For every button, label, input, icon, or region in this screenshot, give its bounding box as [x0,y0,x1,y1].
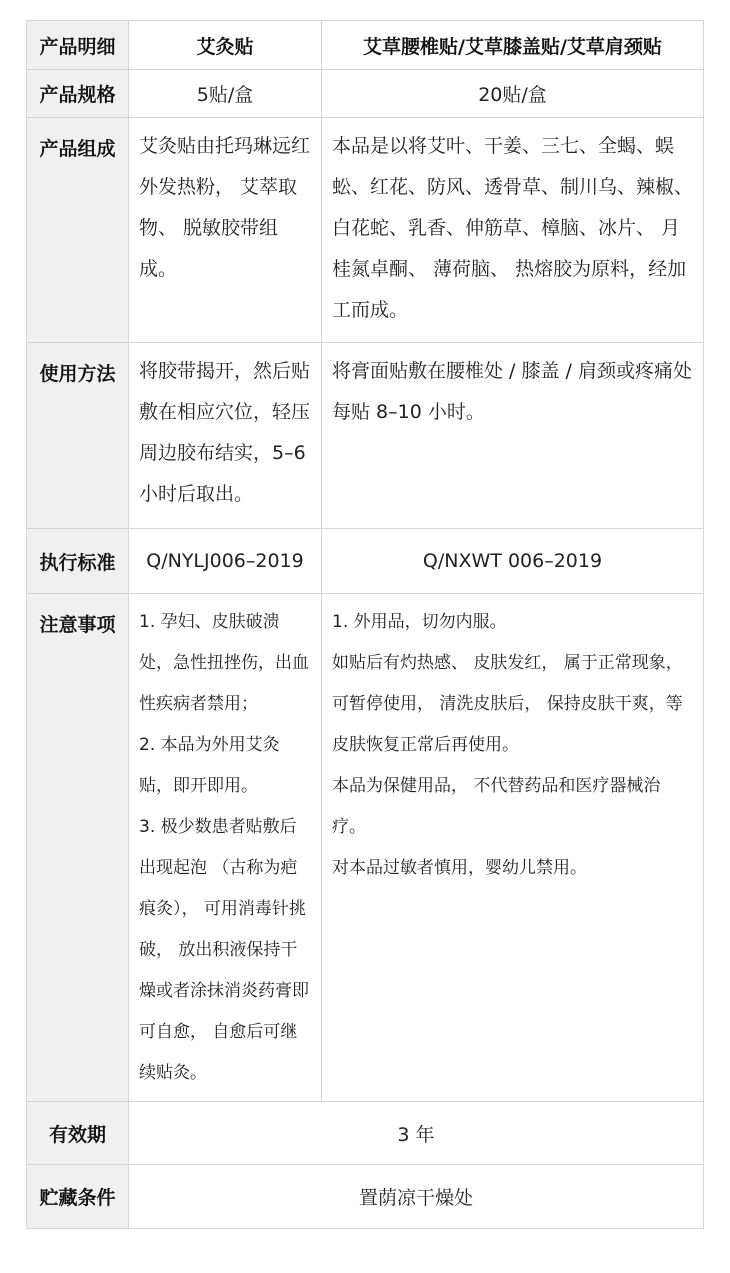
caution-item: 1. 孕妇、皮肤破溃处，急性扭挫伤，出血性疾病者禁用； [139,612,309,714]
spec-label: 产品规格 [27,70,129,118]
caution-item: 本品为保健用品， 不代替药品和医疗器械治疗。 [332,776,661,837]
standard-col2: Q/NXWT 006–2019 [322,529,703,594]
storage-label: 贮藏条件 [27,1165,129,1228]
composition-col1: 艾灸贴由托玛琳远红外发热粉， 艾萃取物、 脱敏胶带组成。 [129,118,322,343]
shelf-life-value: 3 年 [129,1102,703,1165]
standard-label: 执行标准 [27,529,129,594]
usage-label: 使用方法 [27,343,129,529]
standard-col1: Q/NYLJ006–2019 [129,529,322,594]
caution-item: 对本品过敏者慎用，婴幼儿禁用。 [332,858,587,878]
caution-item: 1. 外用品，切勿内服。 [332,612,507,632]
cautions-label: 注意事项 [27,594,129,1102]
cautions-col2 [322,594,703,1102]
cautions-col1 [129,594,322,1102]
spec-col2: 20贴/盒 [322,70,703,118]
caution-item: 如贴后有灼热感、 皮肤发红， 属于正常现象， 可暂停使用， 清洗皮肤后， 保持皮肤干爽，等皮肤恢复正常后再使用。 [332,653,683,755]
storage-value: 置荫凉干燥处 [358,1187,473,1209]
usage-col1: 将胶带揭开，然后贴敷在相应穴位，轻压周边胶布结实，5–6小时后取出。 [129,343,322,529]
usage-col2: 将膏面贴敷在腰椎处 / 膝盖 / 肩颈或疼痛处每贴 8–10 小时。 [322,343,703,529]
header-col1: 艾灸贴 [129,21,322,70]
composition-col2: 本品是以将艾叶、干姜、三七、全蝎、蜈蚣、红花、防风、透骨草、制川乌、辣椒、白花蛇、乳香、伸筋草、樟脑、冰片、 月桂氮卓酮、 薄荷脑、 热熔胶为原料，经加工而成。 [322,118,703,343]
product-details-table [26,20,704,1229]
caution-item: 3. 极少数患者贴敷后出现起泡 （古称为疤痕灸）， 可用消毒针挑破， 放出积液保持干燥或者涂抹消炎药膏即可自愈， 自愈后可继续贴灸。 [139,817,309,1083]
composition-label: 产品组成 [27,118,129,343]
header-col2: 艾草腰椎贴/艾草膝盖贴/艾草肩颈贴 [322,21,703,70]
shelf-life-label: 有效期 [27,1102,129,1165]
caution-item: 2. 本品为外用艾灸贴，即开即用。 [139,735,280,796]
spec-col1: 5贴/盒 [129,70,322,118]
header-label: 产品明细 [27,21,129,70]
